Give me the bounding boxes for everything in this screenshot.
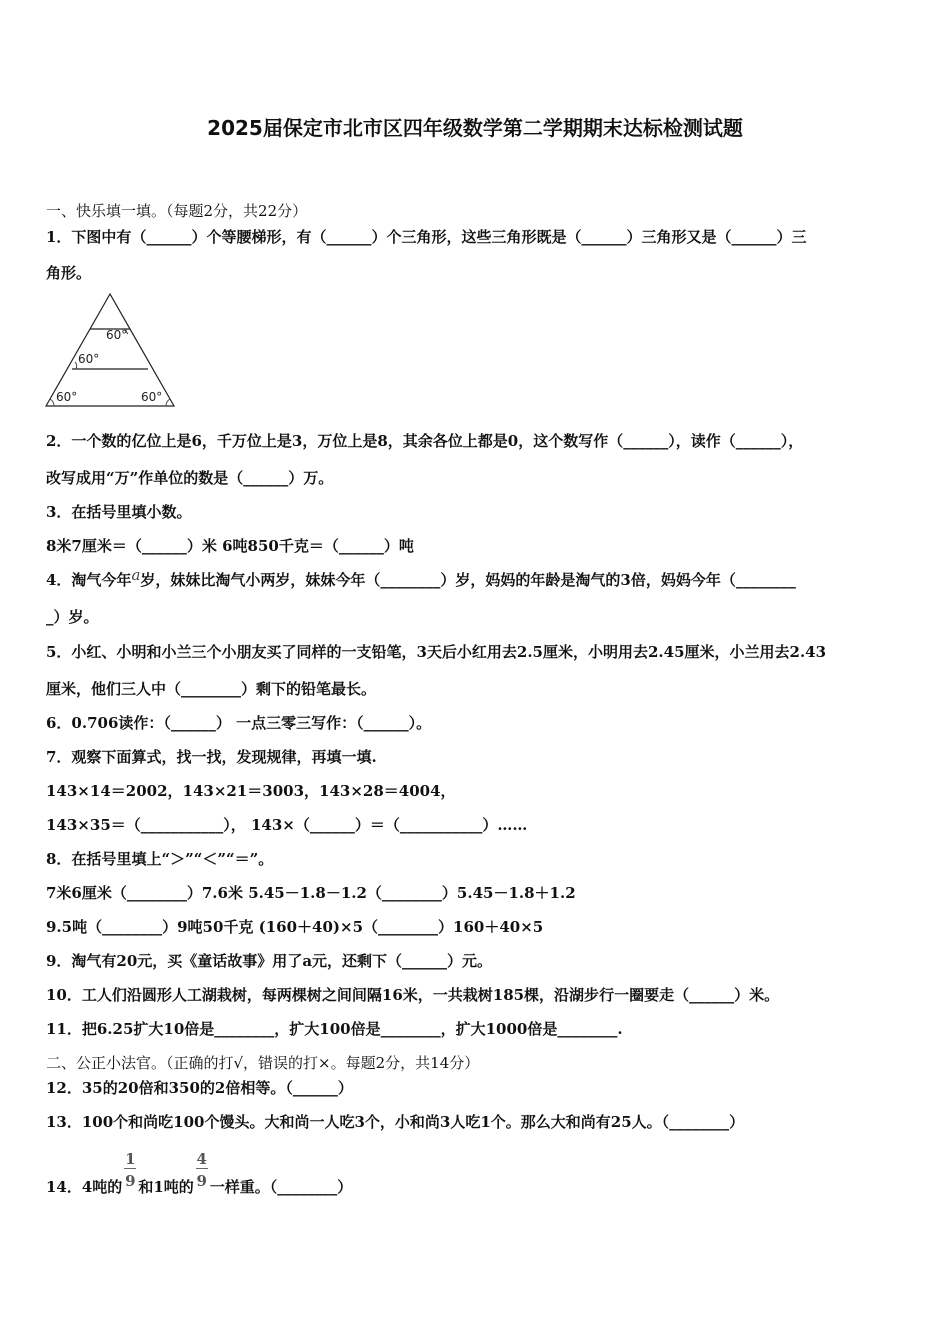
- question-3-line-1: 3．在括号里填小数。: [46, 503, 192, 521]
- page-title: 2025届保定市北市区四年级数学第二学期期末达标检测试题: [207, 116, 743, 140]
- angle-arc-3: [50, 399, 54, 406]
- angle-label-2: 60°: [78, 352, 100, 366]
- question-4-suffix: 岁，妹妹比淘气小两岁，妹妹今年（________）岁，妈妈的年龄是淘气的3倍，妈妈今年（________: [140, 571, 796, 589]
- question-8-line-1: 8．在括号里填上“＞”“＜”“＝”。: [46, 850, 274, 868]
- variable-a: a: [131, 566, 141, 584]
- question-14-suffix: 一样重。（________）: [209, 1178, 353, 1196]
- section-heading-1: 一、快乐填一填。（每题2分，共22分）: [46, 202, 308, 220]
- question-14-prefix: 14．4吨的: [46, 1178, 123, 1196]
- angle-label-4: 60°: [141, 390, 163, 404]
- angle-arc-4: [166, 399, 170, 406]
- question-9: 9．淘气有20元，买《童话故事》用了a元，还剩下（______）元。: [46, 952, 493, 970]
- angle-arc-2: [75, 362, 77, 369]
- angle-label-1: 60°: [106, 328, 128, 342]
- question-12: 12．35的20倍和350的2倍相等。（______）: [46, 1079, 353, 1097]
- question-1-line-1: 1．下图中有（______）个等腰梯形，有（______）个三角形，这些三角形既是（______）三角形又是（______）三: [46, 228, 807, 246]
- question-8-line-2: 7米6厘米（________）7.6米 5.45－1.8－1.2（________）5.45－1.8＋1.2: [46, 884, 576, 902]
- fraction-1-denominator: 9: [125, 1172, 136, 1190]
- question-8-line-3: 9.5吨（________）9吨50千克 (160＋40)×5（________）160＋40×5: [46, 918, 544, 936]
- question-4-prefix: 4．淘气今年: [46, 571, 132, 589]
- triangle-figure: [42, 292, 182, 412]
- question-2-line-1: 2．一个数的亿位上是6，千万位上是3，万位上是8，其余各位上都是0，这个数写作（______），读作（______），: [46, 432, 804, 450]
- fraction-2-numerator: 4: [196, 1150, 207, 1168]
- fraction-1-numerator: 1: [125, 1150, 136, 1168]
- question-7-line-1: 7．观察下面算式，找一找，发现规律，再填一填.: [46, 748, 377, 766]
- question-3-line-2: 8米7厘米＝（______）米 6吨850千克＝（______）吨: [46, 537, 414, 555]
- question-4-line-2: _）岁。: [46, 608, 99, 626]
- fraction-2-denominator: 9: [196, 1172, 207, 1190]
- question-7-line-2: 143×14＝2002，143×21＝3003，143×28＝4004，: [46, 782, 456, 800]
- question-2-line-2: 改写成用“万”作单位的数是（______）万。: [46, 469, 334, 487]
- angle-label-3: 60°: [56, 390, 78, 404]
- question-14-middle: 和1吨的: [138, 1178, 194, 1196]
- question-14: [46, 1150, 906, 1198]
- question-5-line-1: 5．小红、小明和小兰三个小朋友买了同样的一支铅笔，3天后小红用去2.5厘米，小明用去2.45厘米，小兰用去2.43: [46, 643, 827, 661]
- section-heading-2: 二、公正小法官。（正确的打√，错误的打×。每题2分，共14分）: [46, 1054, 480, 1072]
- fraction-one-ninth: [123, 1150, 137, 1192]
- question-10: 10．工人们沿圆形人工湖栽树，每两棵树之间间隔16米，一共栽树185棵，沿湖步行一圈要走（______）米。: [46, 986, 780, 1004]
- question-6: 6．0.706读作：（______） 一点三零三写作：（______）。: [46, 714, 432, 732]
- question-1-line-2: 角形。: [46, 264, 92, 282]
- question-4-line-1: [46, 566, 906, 591]
- question-7-line-3: 143×35＝（___________）， 143×（______）＝（___________）……: [46, 816, 528, 834]
- fraction-2-bar: [196, 1168, 208, 1169]
- fraction-four-ninths: [195, 1150, 209, 1192]
- question-5-line-2: 厘米，他们三人中（________）剩下的铅笔最长。: [46, 680, 377, 698]
- question-13: 13．100个和尚吃100个馒头。大和尚一人吃3个，小和尚3人吃1个。那么大和尚有25人。（________）: [46, 1113, 745, 1131]
- fraction-1-bar: [124, 1168, 136, 1169]
- question-11: 11．把6.25扩大10倍是________，扩大100倍是________，扩大1000倍是________.: [46, 1020, 623, 1038]
